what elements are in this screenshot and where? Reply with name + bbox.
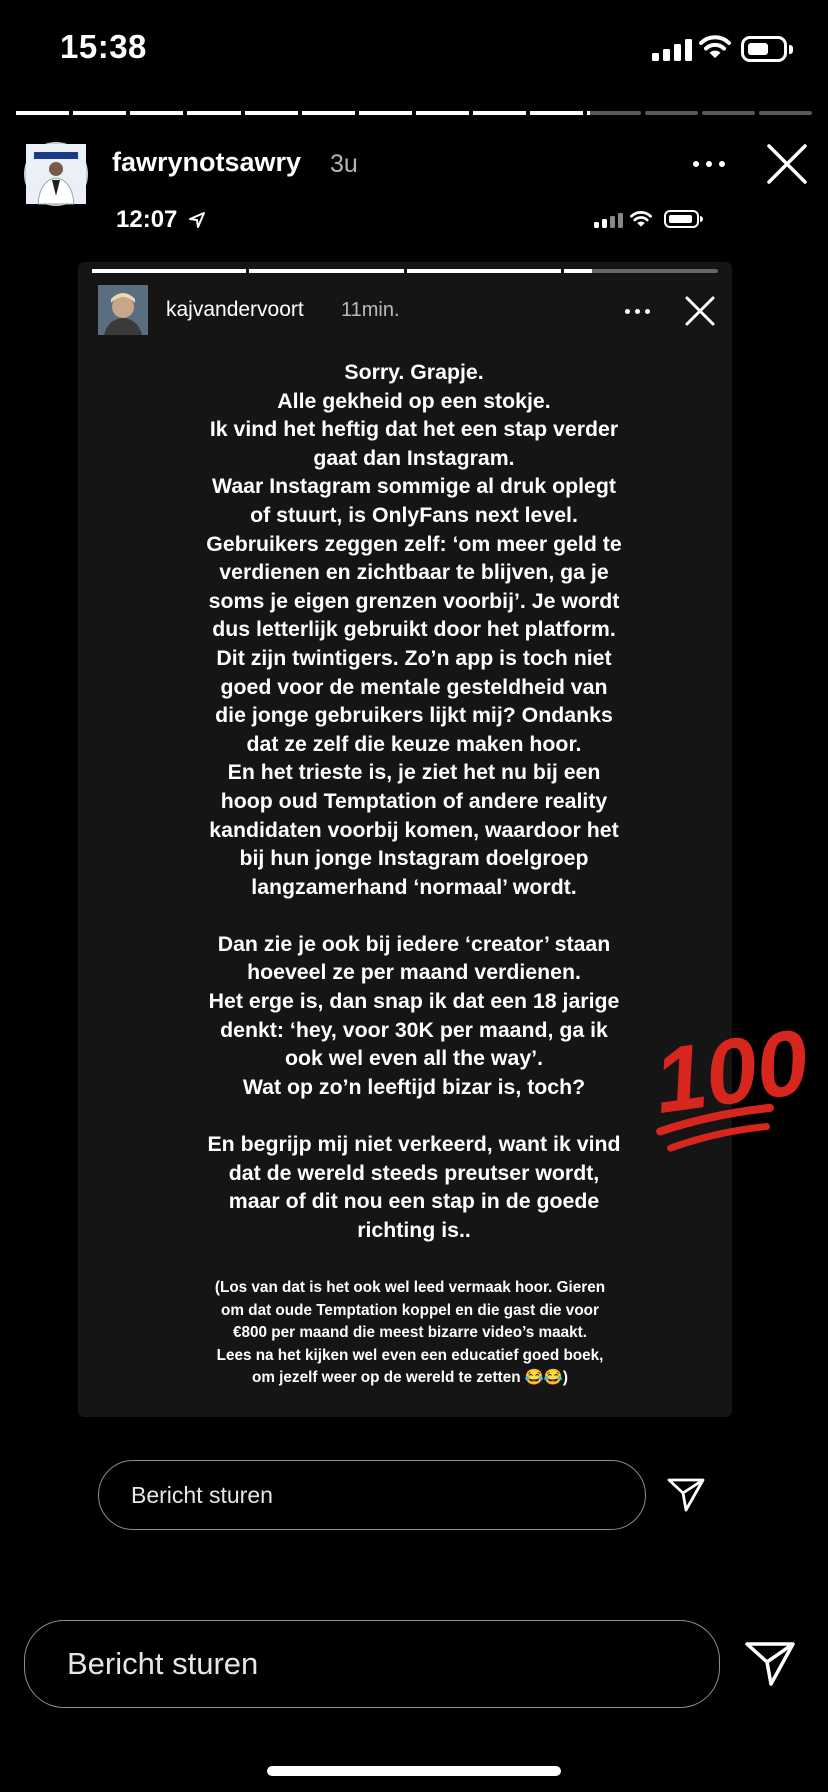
send-icon[interactable]: [744, 1640, 796, 1688]
signal-icon: [652, 37, 692, 61]
progress-segment: [702, 111, 755, 115]
hundred-emoji-icon: [639, 1010, 815, 1158]
message-placeholder: Bericht sturen: [67, 1646, 259, 1681]
story-progress-bar: [16, 111, 812, 115]
battery-cap: [789, 45, 793, 54]
progress-segment: [130, 111, 183, 115]
progress-segment: [249, 269, 403, 273]
inner-close-icon[interactable]: [684, 295, 716, 327]
status-time: 15:38: [60, 28, 147, 65]
story-note: (Los van dat is het ook wel leed vermaak hoor. Gieren om dat oude Temptation koppel en die gast die voor €800 per maand die meest bizarre video’s maakt. Lees na het kijken wel even een educatief goed boek, om jezelf weer op de wereld te zetten 😂😂): [214, 1279, 606, 1387]
story-paragraph: Dan zie je ook bij iedere ‘creator’ staan hoeveel ze per maand verdienen. Het erge is, dan snap ik dat een 18 jarige denkt: ‘hey, voor 30K per maand, ga ik ook wel even all the way’. Wat op zo’n leeftijd bizar is, toch?: [208, 931, 620, 1099]
story-time: 3u: [330, 150, 358, 178]
story-paragraph: En begrijp mij niet verkeerd, want ik vind dat de wereld steeds preutser wordt, maar of dit nou een stap in de goede richting is..: [207, 1132, 621, 1242]
inner-battery-icon: [664, 210, 699, 228]
inner-story-time: 11min.: [341, 299, 400, 321]
progress-segment: [245, 111, 298, 115]
home-indicator[interactable]: [267, 1766, 561, 1776]
progress-segment: [187, 111, 240, 115]
progress-segment: [407, 269, 561, 273]
battery-icon: [741, 36, 787, 62]
inner-avatar[interactable]: [98, 285, 148, 335]
avatar[interactable]: [24, 142, 88, 206]
inner-send-icon[interactable]: [666, 1476, 706, 1514]
progress-segment: [16, 111, 69, 115]
progress-segment: [645, 111, 698, 115]
inner-avatar-image: [98, 285, 148, 335]
sticker-text: 100: [648, 1010, 815, 1134]
wifi-icon: [699, 34, 731, 60]
inner-status-time: 12:07: [116, 206, 178, 233]
inner-story-username[interactable]: kajvandervoort: [166, 298, 304, 321]
inner-message-input[interactable]: [98, 1460, 646, 1530]
progress-segment: [359, 111, 412, 115]
progress-segment: [302, 111, 355, 115]
progress-segment: [530, 111, 583, 115]
inner-story-progress-bar: [92, 269, 718, 273]
story-text: [160, 358, 668, 1244]
inner-more-icon[interactable]: [625, 309, 650, 314]
more-icon[interactable]: [693, 161, 725, 167]
story-paragraph: Sorry. Grapje. Alle gekheid op een stokje. Ik vind het heftig dat het een stap verder gaat dan Instagram. Waar Instagram sommige al druk oplegt of stuurt, is OnlyFans next level. Gebruikers zeggen zelf: ‘om meer geld te verdienen en zichtbaar te blijven, ga je soms je eigen grenzen voorbij’. Je wordt dus letterlijk gebruikt door het platform. Dit zijn twintigers. Zo’n app is toch niet goed voor de mentale gesteldheid van die jonge gebruikers lijkt mij? Ondanks dat ze zelf die keuze maken hoor. En het trieste is, je ziet het nu bij een hoop oud Temptation of andere reality kandidaten voorbij komen, waardoor het bij hun jonge Instagram doelgroep langzamerhand ‘normaal’ wordt.: [206, 360, 622, 899]
progress-segment: [587, 111, 640, 115]
progress-segment: [416, 111, 469, 115]
inner-wifi-icon: [630, 210, 652, 228]
progress-segment: [759, 111, 812, 115]
message-input[interactable]: [24, 1620, 720, 1708]
progress-segment: [73, 111, 126, 115]
story-username[interactable]: fawrynotsawry: [112, 147, 302, 177]
inner-signal-icon: [594, 212, 623, 228]
location-arrow-icon: [188, 211, 206, 229]
progress-segment: [473, 111, 526, 115]
close-icon[interactable]: [766, 143, 808, 185]
avatar-image: [26, 144, 86, 204]
progress-segment: [564, 269, 718, 273]
inner-battery-cap: [700, 216, 703, 222]
inner-message-placeholder: Bericht sturen: [131, 1481, 273, 1508]
progress-segment: [92, 269, 246, 273]
